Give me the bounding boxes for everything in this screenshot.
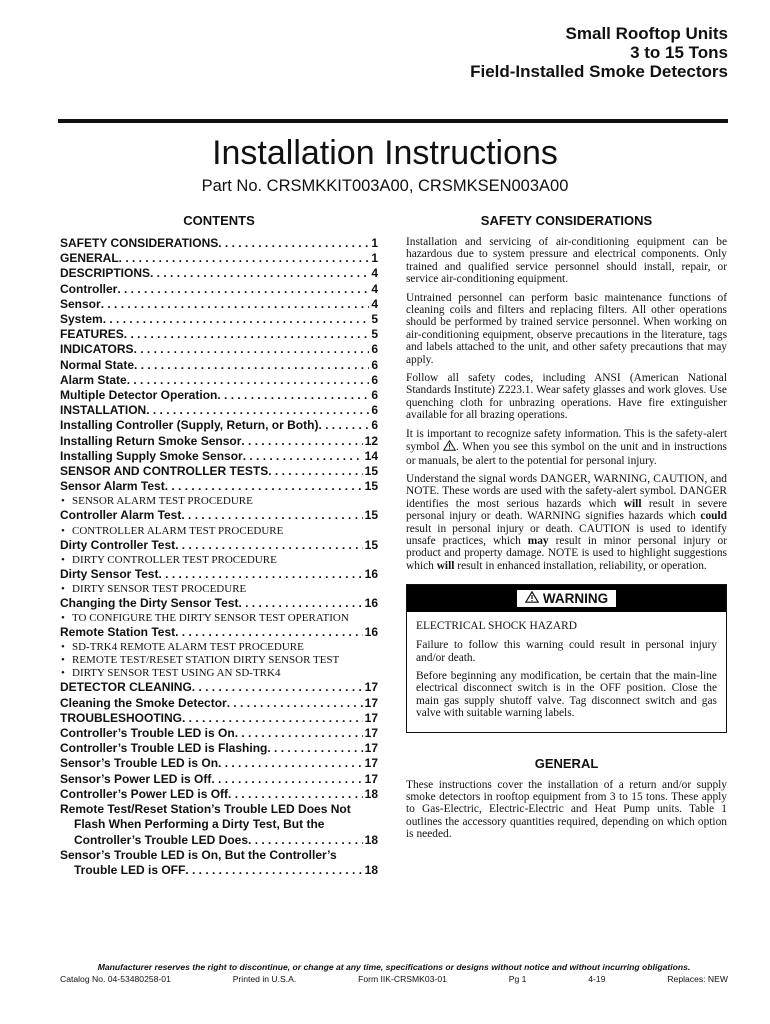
safety-paragraph: Untrained personnel can perform basic maintenance functions of cleaning coils and filters and replacing filters. All other operations should be performed by trained service personnel. When working on air-conditioning equipment, observe precautions in the literature, tags and labels attached to the unit, and other safety precautions that may apply.	[406, 291, 727, 366]
warning-label: WARNING	[542, 591, 609, 607]
toc-entry[interactable]: Sensor’s Trouble LED is On, But the Controller’s Trouble LED is OFF . . . 18	[60, 848, 378, 878]
toc-entry[interactable]: Changing the Dirty Sensor Test . . . 16	[60, 596, 378, 611]
toc-entry[interactable]: Installing Controller (Supply, Return, or Both) . . . 6	[60, 418, 378, 433]
warning-title: ELECTRICAL SHOCK HAZARD	[416, 620, 577, 633]
header-line-1: Small Rooftop Units	[565, 24, 728, 43]
warning-paragraph: Before beginning any modification, be certain that the main-line electrical disconnect switch is in the OFF position. Close the main gas supply shutoff valve. Tag disconnect switch and gas valve with suitable warning labels.	[416, 669, 717, 720]
toc-entry[interactable]: System . . . 5	[60, 312, 378, 327]
toc-entry[interactable]: Cleaning the Smoke Detector . . . 17	[60, 696, 378, 711]
warning-box	[406, 584, 727, 732]
toc-entry[interactable]: Controller’s Trouble LED is Flashing . . . 17	[60, 741, 378, 756]
safety-heading: SAFETY CONSIDERATIONS	[480, 213, 653, 228]
toc-entry[interactable]: Controller’s Power LED is Off . . . 18	[60, 787, 378, 802]
toc-entry[interactable]: Remote Test/Reset Station’s Trouble LED Does Not Flash When Performing a Dirty Test, But the Controller’s Trouble LED Does . . . 18	[60, 802, 378, 848]
toc-entry[interactable]: Dirty Controller Test . . . 15	[60, 538, 378, 553]
safety-paragraph: Installation and servicing of air-conditioning equipment can be hazardous due to system pressure and electrical components. Only trained and qualified service personnel should install, repair, or service air-conditioning equipment.	[406, 236, 727, 286]
safety-paragraph: Follow all safety codes, including ANSI (American National Standards Institute) Z223.1. Wear safety glasses and work gloves. Use quenching cloth for unbrazing operations. Have fire extinguisher available for all brazing operations.	[406, 372, 727, 422]
page-number: Pg 1	[508, 974, 527, 984]
header-line-3: Field-Installed Smoke Detectors	[470, 62, 728, 81]
toc-entry[interactable]: SENSOR AND CONTROLLER TESTS . . . 15	[60, 464, 378, 479]
toc-entry[interactable]: Sensor . . . 4	[60, 297, 378, 312]
toc-subentry[interactable]: • DIRTY CONTROLLER TEST PROCEDURE	[60, 554, 378, 566]
general-paragraph: These instructions cover the installation of a return and/or supply smoke detectors in rooftop equipment from 3 to 15 tons. These apply to Gas-Electric, Electric-Electric and Heat Pump units. Table 1 outlines the accessory quantities required, depending on which option is needed.	[406, 778, 727, 841]
safety-paragraph: Understand the signal words DANGER, WARNING, CAUTION, and NOTE. These words are used with the safety-alert symbol. DANGER identifies the most serious hazards which will result in severe personal injury or death. WARNING signifies hazards which could result in personal injury or death. CAUTION is used to identify unsafe practices, which may result in minor personal injury or product and property damage. NOTE is used to highlight suggestions which will result in enhanced installation, reliability, or operation.	[406, 472, 728, 572]
toc-entry[interactable]: FEATURES . . . 5	[60, 327, 378, 342]
toc-subentry[interactable]: • CONTROLLER ALARM TEST PROCEDURE	[60, 525, 378, 537]
form-number: Form IIK-CRSMK03-01	[358, 974, 447, 984]
toc-entry[interactable]: INSTALLATION . . . 6	[60, 403, 378, 418]
toc-entry[interactable]: Normal State . . . 6	[60, 358, 378, 373]
toc-entry[interactable]: Installing Supply Smoke Sensor . . . 14	[60, 449, 378, 464]
toc-entry[interactable]: Controller Alarm Test . . . 15	[60, 508, 378, 523]
toc-entry[interactable]: Sensor’s Trouble LED is On . . . 17	[60, 756, 378, 771]
toc-subentry[interactable]: • SENSOR ALARM TEST PROCEDURE	[60, 495, 378, 507]
document-header	[470, 24, 728, 81]
document-title: Installation Instructions	[212, 134, 558, 172]
toc-entry[interactable]: TROUBLESHOOTING . . . 17	[60, 711, 378, 726]
toc-entry[interactable]: Sensor’s Power LED is Off . . . 17	[60, 772, 378, 787]
general-heading: GENERAL	[534, 755, 599, 771]
toc-entry[interactable]: Dirty Sensor Test . . . 16	[60, 567, 378, 582]
header-line-2: 3 to 15 Tons	[630, 43, 728, 62]
toc-entry[interactable]: INDICATORS . . . 6	[60, 342, 378, 357]
contents-heading: CONTENTS	[183, 213, 255, 228]
toc-entry[interactable]: DESCRIPTIONS . . . 4	[60, 266, 378, 281]
toc-entry[interactable]: DETECTOR CLEANING . . . 17	[60, 680, 378, 695]
toc-entry[interactable]: Remote Station Test . . . 16	[60, 625, 378, 640]
toc-entry[interactable]: Installing Return Smoke Sensor . . . 12	[60, 434, 378, 449]
toc-entry[interactable]: Sensor Alarm Test . . . 15	[60, 479, 378, 494]
page-footer	[60, 962, 728, 985]
safety-alert-icon	[443, 440, 456, 454]
body-column	[406, 212, 727, 847]
toc-entry[interactable]: Controller’s Trouble LED is On . . . 17	[60, 726, 378, 741]
part-number: Part No. CRSMKKIT003A00, CRSMKSEN003A00	[201, 177, 569, 195]
warning-paragraph: Failure to follow this warning could result in personal injury and/or death.	[416, 639, 717, 664]
toc-entry[interactable]: SAFETY CONSIDERATIONS . . . 1	[60, 236, 378, 251]
toc-subentry[interactable]: • TO CONFIGURE THE DIRTY SENSOR TEST OPERATION	[60, 612, 378, 624]
toc-subentry[interactable]: • SD-TRK4 REMOTE ALARM TEST PROCEDURE	[60, 641, 378, 653]
replaces: Replaces: NEW	[667, 974, 728, 984]
printed-in: Printed in U.S.A.	[232, 974, 297, 984]
toc-entry[interactable]: Multiple Detector Operation . . . 6	[60, 388, 378, 403]
toc-entry[interactable]: Alarm State . . . 6	[60, 373, 378, 388]
toc-entry[interactable]: Controller . . . 4	[60, 282, 378, 297]
catalog-number: Catalog No. 04-53480258-01	[60, 974, 171, 984]
toc-subentry[interactable]: • DIRTY SENSOR TEST PROCEDURE	[60, 583, 378, 595]
toc-subentry[interactable]: • REMOTE TEST/RESET STATION DIRTY SENSOR TEST	[60, 654, 378, 666]
toc-entry[interactable]: GENERAL . . . 1	[60, 251, 378, 266]
footer-disclaimer: Manufacturer reserves the right to discontinue, or change at any time, specifications or designs without notice and without incurring obligations.	[97, 962, 691, 972]
safety-paragraph: It is important to recognize safety information. This is the safety-alert symbol . When you see this symbol on the unit and in instructions or manuals, be alert to the potential for personal injury.	[406, 427, 727, 467]
warning-icon	[525, 590, 539, 607]
contents-column	[60, 212, 378, 878]
warning-header	[407, 585, 726, 612]
revision-date: 4-19	[588, 974, 606, 984]
toc-subentry[interactable]: • DIRTY SENSOR TEST USING AN SD-TRK4	[60, 667, 378, 679]
header-rule	[58, 119, 728, 123]
